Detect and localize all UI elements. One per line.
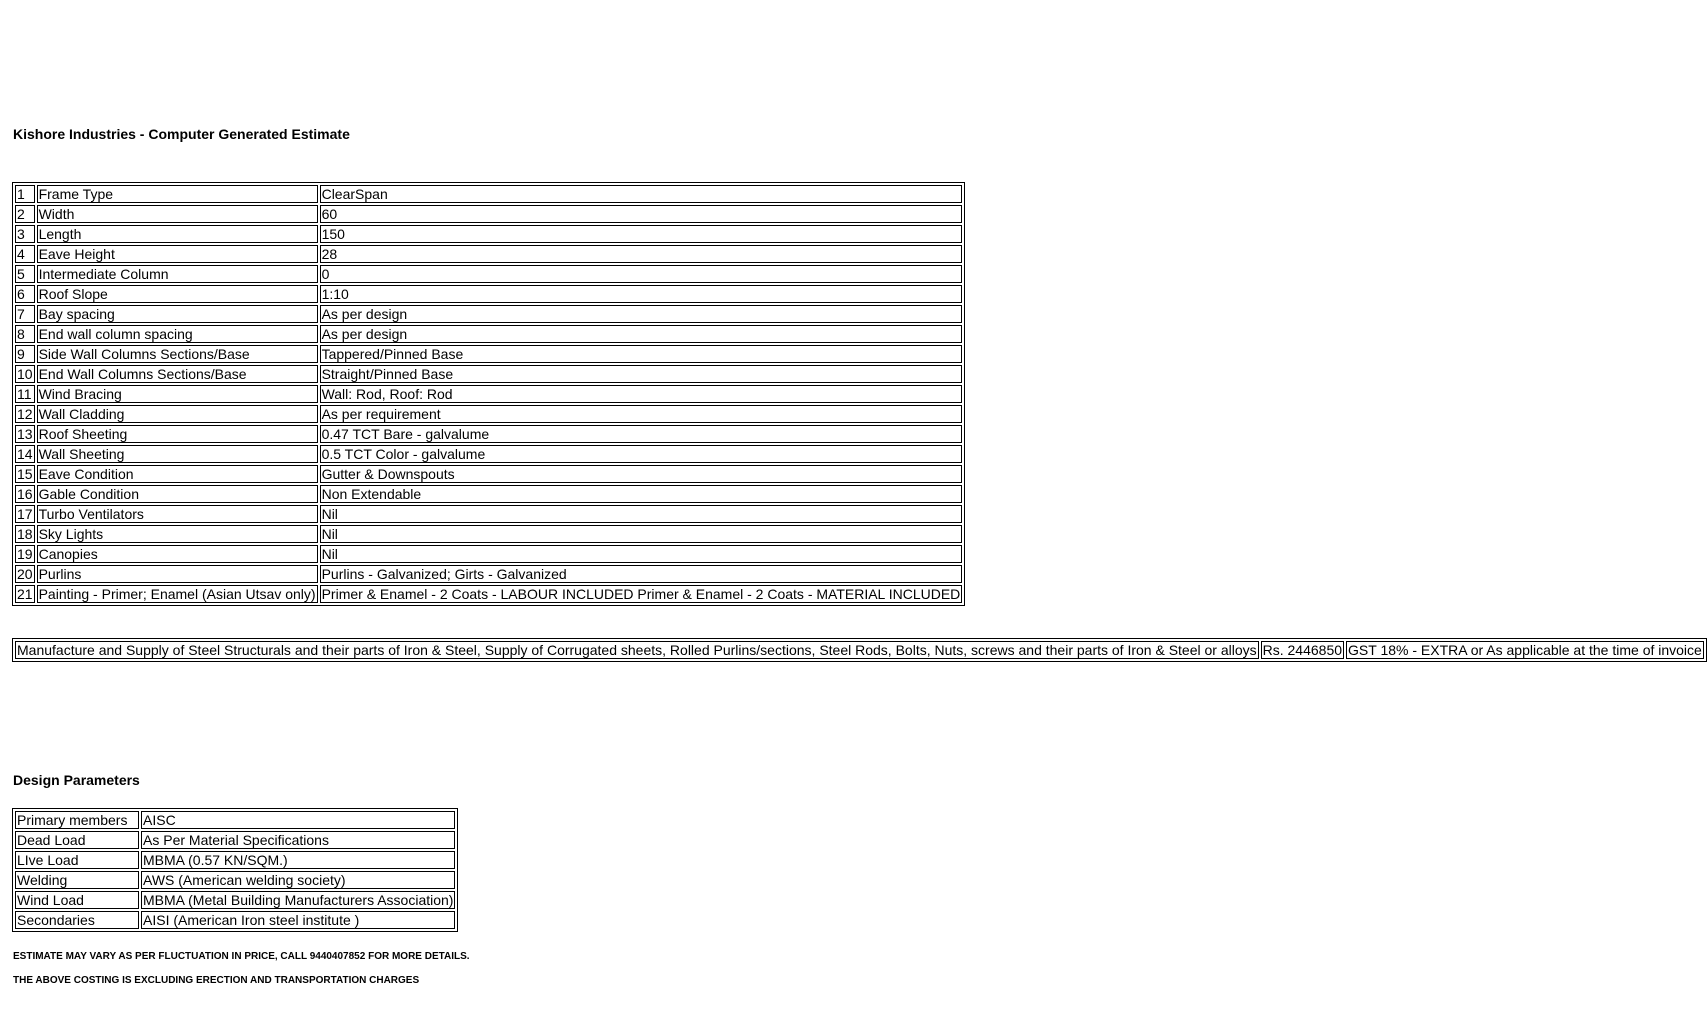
design-row-value: As Per Material Specifications [141,831,455,849]
spec-row-label: Turbo Ventilators [37,505,318,523]
spec-row-number: 5 [15,265,35,283]
spec-row-label: Gable Condition [37,485,318,503]
design-row [15,811,455,829]
spec-row-number: 14 [17,446,33,462]
spec-row [15,385,962,403]
design-row-key: Primary members [15,811,139,829]
design-row-key: Secondaries [15,911,139,929]
spec-row-number: 1 [15,185,35,203]
spec-row-value: As per design [320,305,963,323]
supply-description: Manufacture and Supply of Steel Structurals and their parts of Iron & Steel, Supply of Corrugated sheets, Rolled Purlins/sections, Steel Rods, Bolts, Nuts, screws and their parts of Iron & Steel or alloys [17,642,1257,658]
spec-row-value: ClearSpan [320,185,963,203]
specification-table [12,182,965,606]
spec-row-label: Width [37,205,318,223]
spec-row-number: 2 [15,205,35,223]
spec-row-value: 1:10 [320,285,963,303]
spec-row-number: 15 [17,466,33,482]
spec-row-value: Nil [320,505,963,523]
spec-row-label: Roof Slope [37,285,318,303]
spec-row-value: Nil [320,545,963,563]
spec-row-label: Sky Lights [37,525,318,543]
spec-row-value: 0.5 TCT Color - galvalume [320,445,963,463]
spec-row-label: Intermediate Column [37,265,318,283]
spec-row-label: Frame Type [37,185,318,203]
spec-row [15,365,962,383]
spec-row [15,325,962,343]
spec-row [15,425,962,443]
spec-row-label: Length [37,225,318,243]
spec-row-value: As per design [320,325,963,343]
design-row [15,851,455,869]
spec-row-value: Gutter & Downspouts [320,465,963,483]
design-row-value: MBMA (0.57 KN/SQM.) [141,851,455,869]
supply-summary-row [15,641,1704,659]
spec-row [15,565,962,583]
spec-row-value: Non Extendable [320,485,963,503]
design-row-value: AISC [141,811,455,829]
spec-row-number: 8 [15,325,35,343]
design-row [15,831,455,849]
design-row-key: LIve Load [15,851,139,869]
spec-row-number: 10 [17,366,33,382]
spec-row-label: Purlins [37,565,318,583]
spec-row-number: 21 [17,586,33,602]
spec-row [15,205,962,223]
spec-row [15,265,962,283]
tax-note: GST 18% - EXTRA or As applicable at the time of invoice [1348,642,1702,658]
spec-row-label: End Wall Columns Sections/Base [37,365,318,383]
spec-row-number: 20 [17,566,33,582]
design-row [15,871,455,889]
design-row-value: AWS (American welding society) [141,871,455,889]
spec-row [15,505,962,523]
spec-row-number: 19 [17,546,33,562]
design-row-key: Dead Load [15,831,139,849]
spec-row-value: Purlins - Galvanized; Girts - Galvanized [320,565,963,583]
design-parameters-title: Design Parameters [13,772,140,788]
spec-row-number: 12 [17,406,33,422]
spec-row-value: 60 [320,205,963,223]
spec-row [15,545,962,563]
fluctuation-note: ESTIMATE MAY VARY AS PER FLUCTUATION IN PRICE, CALL 9440407852 FOR MORE DETAILS. [13,951,470,962]
spec-row-label: Side Wall Columns Sections/Base [37,345,318,363]
design-row-value: MBMA (Metal Building Manufacturers Association) [143,892,454,908]
design-parameters-table-body [15,811,455,929]
spec-row [15,345,962,363]
specification-table-body [15,185,962,603]
design-row-value: AISI (American Iron steel institute ) [141,911,455,929]
spec-row [15,305,962,323]
spec-row-value: Wall: Rod, Roof: Rod [320,385,963,403]
spec-row [15,245,962,263]
spec-row-label: End wall column spacing [37,325,318,343]
spec-row [15,525,962,543]
spec-row-value: 28 [320,245,963,263]
spec-row-value: Tappered/Pinned Base [320,345,963,363]
design-row [15,911,455,929]
spec-row [15,465,962,483]
spec-row-label: Wall Sheeting [37,445,318,463]
exclusion-note: THE ABOVE COSTING IS EXCLUDING ERECTION AND TRANSPORTATION CHARGES [13,975,420,986]
spec-row-label: Wall Cladding [37,405,318,423]
spec-row-label: Eave Condition [37,465,318,483]
spec-row-number: 7 [15,305,35,323]
spec-row [15,445,962,463]
spec-row-number: 13 [17,426,33,442]
spec-row-value: 0.47 TCT Bare - galvalume [320,425,963,443]
supply-summary-table [12,638,1707,662]
spec-row-label: Eave Height [37,245,318,263]
spec-row-number: 3 [15,225,35,243]
spec-row [15,225,962,243]
spec-row-number: 9 [15,345,35,363]
design-parameters-table [12,808,458,932]
spec-row-label: Painting - Primer; Enamel (Asian Utsav only) [38,586,316,602]
spec-row-value: Straight/Pinned Base [320,365,963,383]
spec-row-value: Primer & Enamel - 2 Coats - LABOUR INCLUDED Primer & Enamel - 2 Coats - MATERIAL INCLUDED [321,586,961,602]
spec-row-value: 150 [320,225,963,243]
spec-row [15,485,962,503]
spec-row-label: Wind Bracing [37,385,318,403]
spec-row-number: 18 [17,526,33,542]
spec-row [15,185,962,203]
design-row-key: Wind Load [15,891,139,909]
spec-row-number: 16 [17,486,33,502]
spec-row-value: Nil [320,525,963,543]
spec-row-number: 17 [17,506,33,522]
document-title: Kishore Industries - Computer Generated Estimate [13,126,350,142]
estimate-price: Rs. 2446850 [1262,642,1343,658]
spec-row-value: As per requirement [320,405,963,423]
spec-row-number: 4 [15,245,35,263]
design-row-key: Welding [15,871,139,889]
spec-row-label: Roof Sheeting [37,425,318,443]
spec-row-value: 0 [320,265,963,283]
spec-row [15,285,962,303]
spec-row-label: Canopies [37,545,318,563]
spec-row-number: 11 [15,385,35,403]
spec-row [15,405,962,423]
design-row [15,891,455,909]
spec-row-number: 6 [15,285,35,303]
spec-row-label: Bay spacing [37,305,318,323]
spec-row [15,585,962,603]
